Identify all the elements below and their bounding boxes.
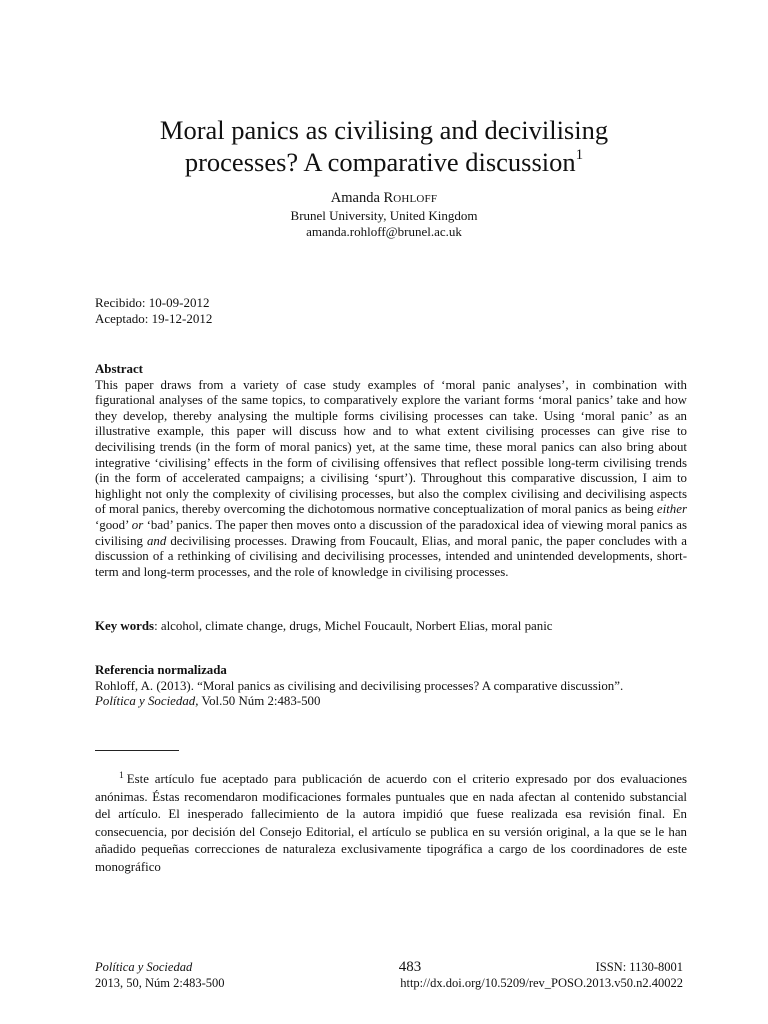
- received-date: Recibido: 10-09-2012: [95, 295, 210, 310]
- author-block: [80, 189, 688, 239]
- author-name: [80, 189, 688, 208]
- author-name-first: Amanda R: [330, 190, 394, 206]
- footer-issue: 2013, 50, Núm 2:483-500: [95, 975, 225, 990]
- footer-doi-link[interactable]: http://dx.doi.org/10.5209/rev_POSO.2013.v50.n2.40022: [400, 975, 683, 990]
- keywords-section: [95, 619, 687, 635]
- footnote-divider: [95, 750, 179, 751]
- article-title: [80, 114, 688, 178]
- author-name-smallcaps: OHLOFF: [393, 193, 438, 205]
- reference-volume: Vol.50 Núm 2:483-500: [198, 694, 321, 709]
- footnote: [95, 771, 687, 877]
- page-number: 483: [398, 959, 422, 975]
- reference-citation: Rohloff, A. (2013). “Moral panics as civilising and decivilising processes? A comparative discussion”.: [95, 678, 624, 693]
- footnote-text: Este artículo fue aceptado para publicación de acuerdo con el criterio expresado por dos evaluaciones anónimas. Éstas recomendaron modificaciones formales puntuales que en nada afectan al contenido substancial del artículo. El inesperado fallecimiento de la autora impidió que fuese realizada esa revisión final. En consecuencia, por decisión del Consejo Editorial, el artículo se publica en su versión original, a la que se le han añadido pequeñas correcciones de naturaleza exclusivamente tipográfica a cargo de los coordinadores de este monográfico: [95, 772, 687, 874]
- footer-journal-name: Política y Sociedad: [95, 960, 193, 974]
- keywords-label: Key words: [95, 619, 155, 633]
- submission-dates: [95, 295, 212, 326]
- footnote-mark: 1: [119, 771, 124, 781]
- abstract-heading: Abstract: [95, 362, 143, 376]
- abstract-text-part1: This paper draws from a variety of case study examples of ‘moral panic analyses’, in combination with figurational analyses of the same topics, to comparatively explore the variant forms ‘moral panics’ take and how they develop, thereby analysing the multiple forms civilising processes can take. Using ‘moral panic’ as an illustrative example, this paper will discuss how and to what extent civilising processes can give rise to decivilising trends (in the form of moral panics) yet, at the same time, these moral panics can also bring about integrative ‘civilising’ effects in the form of civilising offensives that reflect possible long-term civilising trends (in the form of accelerated campaigns; a civilising ‘spurt’). Throughout this comparative discussion, I aim to highlight not only the complexity of civilising processes, but also the complex civilising and decivilising aspects of moral panics, thereby overcoming the dichotomous normative conceptualization of moral panics as being: [95, 377, 687, 517]
- keywords-list: : alcohol, climate change, drugs, Michel Foucault, Norbert Elias, moral panic: [154, 619, 553, 633]
- reference-journal: Política y Sociedad,: [95, 694, 199, 709]
- abstract-italic-and: and: [146, 533, 167, 548]
- abstract-body: [95, 378, 687, 581]
- title-line-2-text: processes? A comparative discussion: [184, 147, 576, 177]
- footer-journal-info: [95, 960, 225, 991]
- title-line-1: Moral panics as civilising and decivilising: [159, 115, 609, 145]
- reference-journal-line: [95, 694, 687, 710]
- abstract-text-part4: decivilising processes. Drawing from Foucault, Elias, and moral panic, the paper concludes with a discussion of a rethinking of civilising and decivilising processes, intended and unintended developments, short-term and long-term processes, and the role of knowledge in civilising processes.: [95, 533, 687, 579]
- footer-issn: ISSN: 1130-8001: [595, 960, 683, 974]
- title-line-2: [80, 146, 688, 178]
- footer-identifiers: [303, 960, 683, 991]
- abstract-italic-either: either: [656, 502, 687, 517]
- abstract-text-part2: ‘good’: [95, 517, 132, 532]
- title-footnote-mark: 1: [575, 147, 584, 163]
- author-email: amanda.rohloff@brunel.ac.uk: [306, 223, 462, 239]
- reference-heading: Referencia normalizada: [95, 663, 227, 677]
- abstract-section: [95, 362, 687, 580]
- reference-section: [95, 663, 687, 710]
- abstract-text-part3: ‘bad’ panics. The paper then moves onto a discussion of the paradoxical idea of viewing moral panics as civilising: [95, 517, 687, 548]
- author-affiliation: Brunel University, United Kingdom: [290, 208, 478, 223]
- accepted-date: Aceptado: 19-12-2012: [95, 310, 213, 326]
- abstract-italic-or: or: [131, 517, 144, 532]
